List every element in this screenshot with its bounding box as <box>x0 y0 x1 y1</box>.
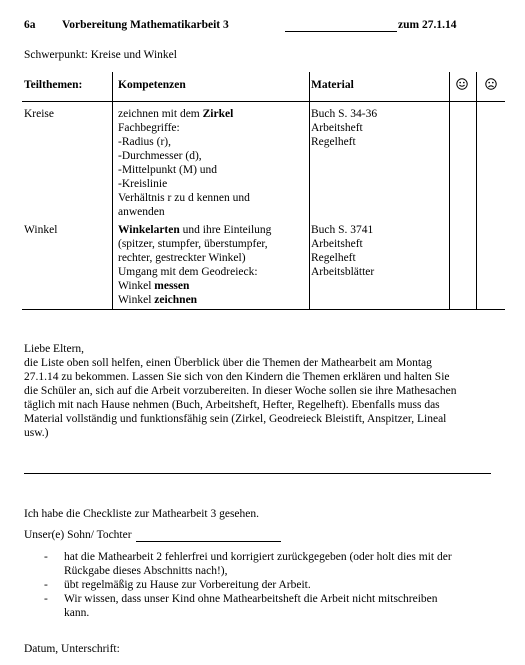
topic-winkel: Winkel <box>24 224 58 236</box>
worksheet-title: Vorbereitung Mathematikarbeit 3 <box>62 19 229 31</box>
child-label: Unser(e) Sohn/ Tochter <box>24 529 132 541</box>
material-item: Arbeitsblätter <box>311 266 375 278</box>
confirmation-checklist <box>24 550 504 620</box>
letter-line: Material vollständig und funktionsfähig sein (Zirkel, Geodreieck Bleistift, Anspitzer, Lineal <box>24 413 447 425</box>
letter-line: 27.1.14 zu bekommen. Lassen Sie sich von den Kindern die Themen erklären und halten Sie <box>24 371 450 383</box>
letter-line: die Schüler an, sich auf die Arbeit vorzubereiten. In dieser Woche sollen sie ihre Mathesachen <box>24 385 457 397</box>
checklist-item: - hat die Mathearbeit 2 fehlerfrei und korrigiert zurückgegeben (oder holt dies mit der Rückgabe dieses Abschnitts nach!), <box>44 551 452 577</box>
letter-line: täglich mit nach Hause nehmen (Buch, Arbeitsheft, Hefter, Regelheft). Ebenfalls muss das <box>24 399 440 411</box>
table-column-divider <box>309 72 310 310</box>
table-header-rule <box>22 101 505 102</box>
material-kreise <box>311 107 377 149</box>
material-item: Regelheft <box>311 252 356 264</box>
competence-line: -Kreislinie <box>118 178 168 190</box>
smiley-happy-icon <box>456 78 468 90</box>
competence-line: (spitzer, stumpfer, überstumpfer, <box>118 238 268 250</box>
competence-line: -Durchmesser (d), <box>118 150 202 162</box>
competence-line: Umgang mit dem Geodreieck: <box>118 266 258 278</box>
competence-line: Verhältnis r zu d kennen und <box>118 192 250 204</box>
checklist-item: - Wir wissen, dass unser Kind ohne Mathearbeitsheft die Arbeit nicht mitschreiben kann. <box>44 593 438 619</box>
date-label: zum 27.1.14 <box>398 19 457 31</box>
material-item: Buch S. 34-36 <box>311 108 378 120</box>
column-header-material: Material <box>311 79 354 91</box>
competence-line: -Mittelpunkt (M) und <box>118 164 218 176</box>
checklist-item: - übt regelmäßig zu Hause zur Vorbereitung der Arbeit. <box>44 579 311 591</box>
competence-line: zeichnen mit dem Zirkel <box>118 108 234 120</box>
competence-line: rechter, gestreckter Winkel) <box>118 252 246 264</box>
parent-letter <box>24 342 504 440</box>
list-dash: - <box>44 551 48 563</box>
competences-kreise <box>118 107 250 219</box>
competence-line: Winkelarten und ihre Einteilung <box>118 224 272 236</box>
smiley-sad-icon <box>485 78 497 90</box>
list-dash: - <box>44 593 48 605</box>
table-column-divider <box>449 72 450 310</box>
material-item: Arbeitsheft <box>311 122 363 134</box>
competence-line: -Radius (r), <box>118 136 172 148</box>
letter-line: die Liste oben soll helfen, einen Überblick über die Themen der Mathearbeit am Montag <box>24 357 432 369</box>
table-bottom-rule <box>22 309 505 310</box>
competence-line: anwenden <box>118 206 165 218</box>
confirmation-statement: Ich habe die Checkliste zur Mathearbeit 3 gesehen. <box>24 508 260 520</box>
signature-label: Datum, Unterschrift: <box>24 643 120 655</box>
letter-line: usw.) <box>24 427 49 439</box>
table-column-divider <box>476 72 477 310</box>
class-label: 6a <box>24 19 36 31</box>
letter-greeting: Liebe Eltern, <box>24 343 85 355</box>
child-name-field[interactable] <box>136 529 281 542</box>
competence-line: Fachbegriffe: <box>118 122 180 134</box>
competence-line: Winkel zeichnen <box>118 294 198 306</box>
material-item: Regelheft <box>311 136 356 148</box>
material-item: Arbeitsheft <box>311 238 363 250</box>
list-dash: - <box>44 579 48 591</box>
child-name-row <box>24 528 281 542</box>
column-header-competences: Kompetenzen <box>118 79 186 91</box>
focus-topic: Schwerpunkt: Kreise und Winkel <box>24 49 177 61</box>
material-item: Buch S. 3741 <box>311 224 374 236</box>
table-column-divider <box>112 72 113 310</box>
name-blank-line <box>285 18 397 32</box>
competences-winkel <box>118 223 271 307</box>
material-winkel <box>311 223 374 279</box>
topic-kreise: Kreise <box>24 108 55 120</box>
column-header-topics: Teilthemen: <box>24 79 83 91</box>
cut-line <box>24 473 491 474</box>
competence-line: Winkel messen <box>118 280 190 292</box>
